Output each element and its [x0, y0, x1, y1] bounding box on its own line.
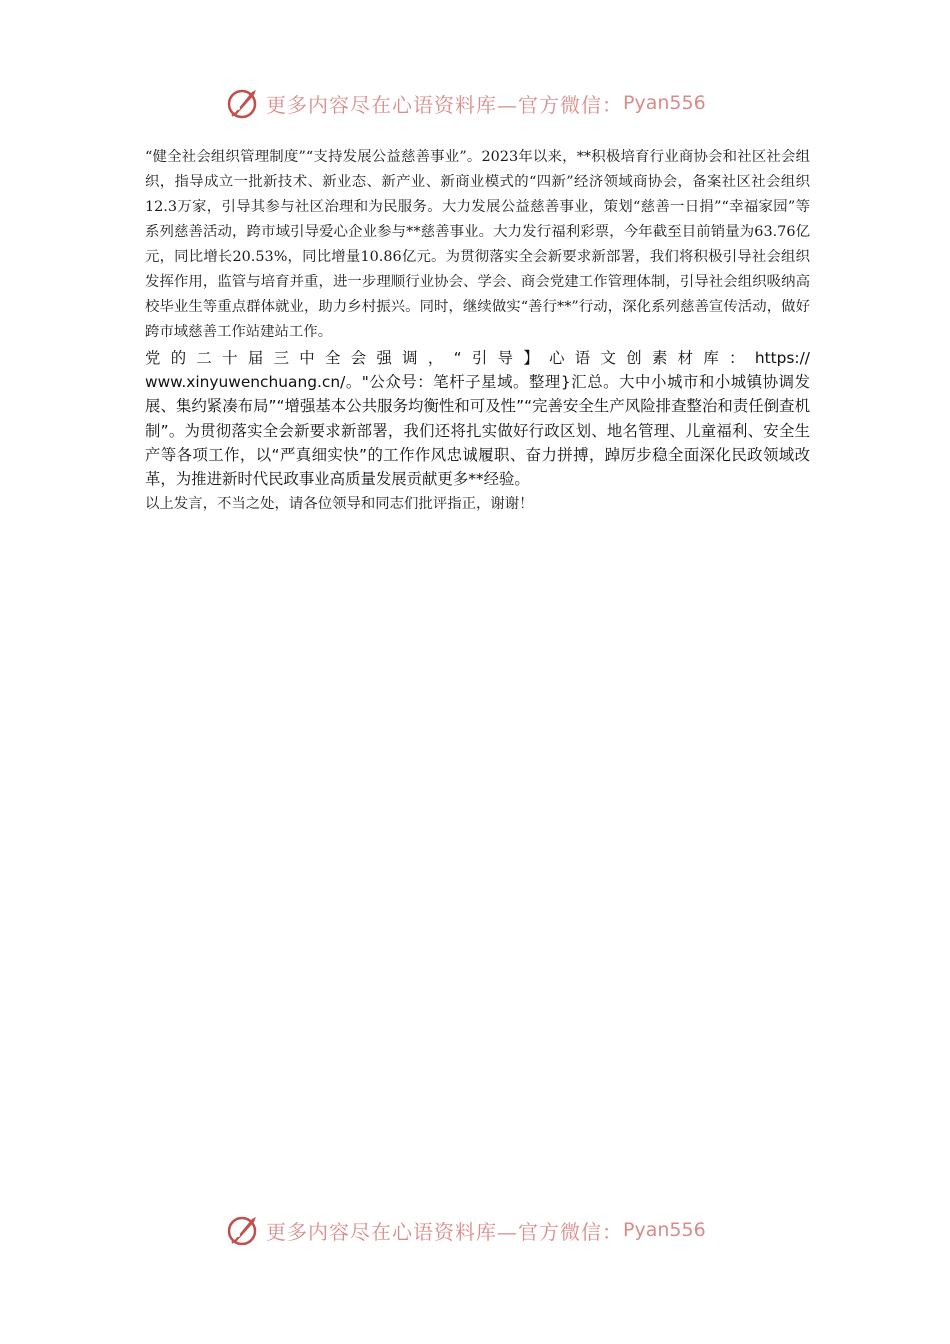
banner-text: 更多内容尽在心语资料库—官方微信：: [266, 1219, 623, 1244]
paragraph-social-organizations: “健全社会组织管理制度”“支持发展公益慈善事业”。2023年以来，**积极培育行业商协会和社区社会组织，指导成立一批新技术、新业态、新产业、新商业模式的“四新”经济领域商协会，备案社区社会组织12.3万家，引导其参与社区治理和为民服务。大力发展公益慈善事业，策划“慈善一日捐”“幸福家园”等系列慈善活动，跨市域引导爱心企业参与**慈善事业。大力发行福利彩票，今年截至目前销量为63.76亿元，同比增长20.53%，同比增量10.86亿元。为贯彻落实全会新要求新部署，我们将积极引导社会组织发挥作用，监管与培育并重，进一步理顺行业协会、学会、商会党建工作管理体制，引导社会组织吸纳高校毕业生等重点群体就业，助力乡村振兴。同时，继续做实“善行**”行动，深化系列慈善宣传活动，做好跨市域慈善工作站建站工作。: [145, 149, 810, 340]
banner-wechat-id: Pyan556: [623, 1219, 706, 1241]
document-body: [145, 145, 810, 517]
banner-text: 更多内容尽在心语资料库—官方微信：: [266, 92, 623, 117]
header-banner: [226, 85, 726, 121]
paragraph-first-line: 党的二十届三中全会强调，“引导】心语文创素材库：https://: [145, 349, 810, 367]
footer-banner: [226, 1212, 726, 1248]
banner-wechat-id: Pyan556: [623, 92, 706, 114]
quill-pen-logo-icon: [226, 1213, 260, 1247]
paragraph-continuation: www.xinyuwenchuang.cn/。"公众号：笔杆子星域。整理}汇总。大中小城市和小城镇协调发展、集约紧凑布局”“增强基本公共服务均衡性和可及性”“完善安全生产风险排查整治和责任倒查机制”。为贯彻落实全会新要求新部署，我们还将扎实做好行政区划、地名管理、儿童福利、安全生产等各项工作，以“严真细实快”的工作作风忠诚履职、奋力拼搏，踔厉步稳全面深化民政领域改革，为推进新时代民政事业高质量发展贡献更多**经验。: [145, 373, 810, 489]
quill-pen-logo-icon: [226, 86, 260, 120]
closing-remark: 以上发言，不当之处，请各位领导和同志们批评指正，谢谢！: [145, 496, 534, 513]
paragraph-plenary-session: [145, 346, 810, 491]
